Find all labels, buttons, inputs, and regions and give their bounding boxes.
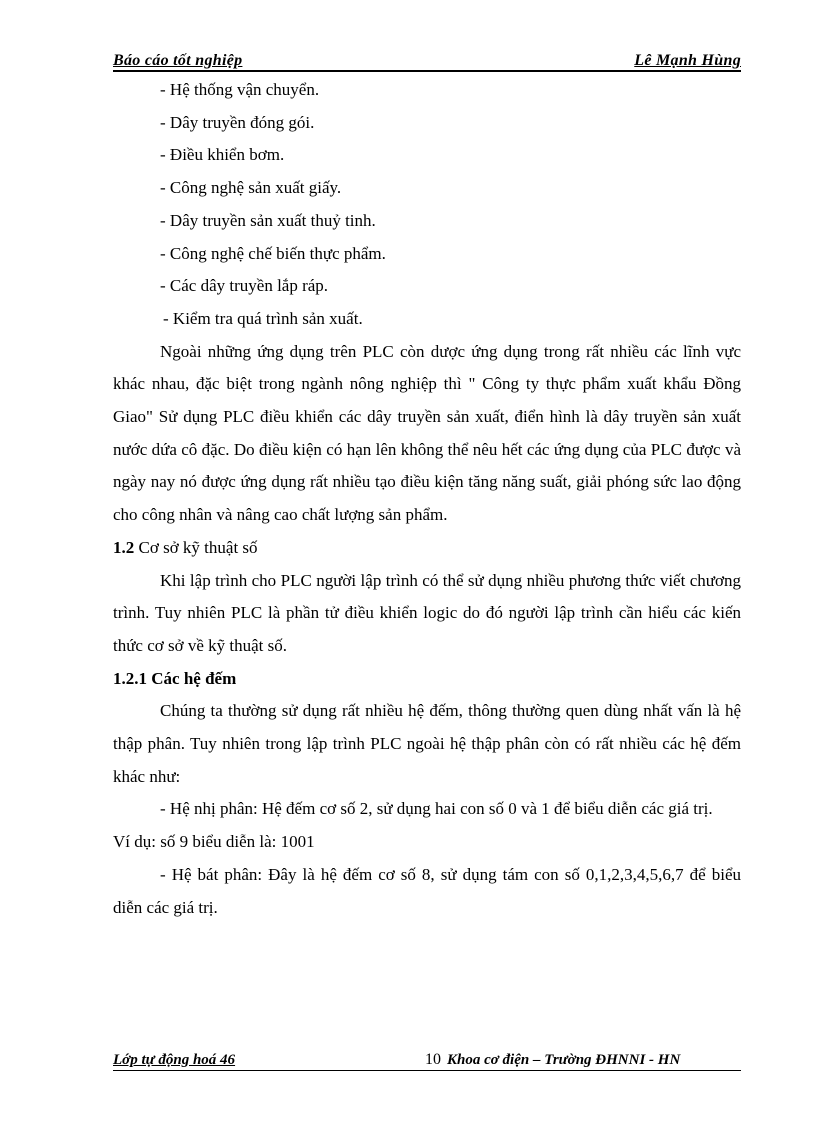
body-content	[113, 74, 741, 924]
example-line: Ví dụ: số 9 biểu diễn là: 1001	[113, 832, 315, 852]
list-item: - Dây truyền đóng gói.	[160, 112, 315, 132]
list-item: - Các dây truyền lắp ráp.	[160, 276, 329, 296]
page-number: 10	[425, 1051, 441, 1068]
list-item: - Kiểm tra quá trình sản xuất.	[163, 308, 363, 328]
paragraph-digital-basics: Khi lập trình cho PLC người lập trình có thể sử dụng nhiều phương thức viết chương trình. Tuy nhiên PLC là phần tử điều khiển logic do đó người lập trình cần hiểu các kiến thức cơ sở về kỹ thuật số.	[113, 570, 741, 655]
footer-faculty: Khoa cơ điện – Trường ĐHNNI - HN	[447, 1052, 681, 1068]
section-title: Cơ sở kỹ thuật số	[138, 537, 258, 557]
list-item: - Công nghệ chế biến thực phẩm.	[160, 243, 386, 263]
footer-class-name: Lớp tự động hoá 46	[113, 1052, 236, 1068]
section-number: 1.2	[113, 537, 135, 557]
list-item: - Hệ thống vận chuyển.	[160, 80, 320, 99]
octal-system-item: - Hệ bát phân: Đây là hệ đếm cơ số 8, sử dụng tám con số 0,1,2,3,4,5,6,7 để biểu diễn các giá trị.	[113, 864, 741, 917]
page-header	[113, 50, 741, 72]
header-report-title: Báo cáo tốt nghiệp	[113, 52, 243, 69]
list-item: - Dây truyền sản xuất thuỷ tinh.	[160, 210, 376, 230]
header-author-name: Lê Mạnh Hùng	[634, 52, 741, 69]
binary-system-item: - Hệ nhị phân: Hệ đếm cơ số 2, sử dụng hai con số 0 và 1 để biểu diễn các giá trị.	[160, 799, 713, 819]
section-heading-1-2	[113, 532, 741, 565]
paragraph-number-systems: Chúng ta thường sử dụng rất nhiều hệ đếm, thông thường quen dùng nhất vấn là hệ thập phân. Tuy nhiên trong lập trình PLC ngoài hệ thập phân còn có rất nhiều các hệ đếm khác như:	[113, 701, 741, 786]
section-heading-1-2-1	[113, 663, 741, 696]
section-title: 1.2.1 Các hệ đếm	[113, 668, 237, 688]
list-item: - Công nghệ sản xuất giấy.	[160, 178, 342, 198]
list-item: - Điều khiển bơm.	[160, 145, 285, 165]
page-footer	[113, 1050, 741, 1071]
paragraph-plc-applications: Ngoài những ứng dụng trên PLC còn dược ứng dụng trong rất nhiều các lĩnh vực khác nhau, đặc biệt trong ngành nông nghiệp thì " Công ty thực phẩm xuất khẩu Đồng Giao" Sử dụng PLC điều khiển các dây truyền sản xuất, điển hình là dây truyền sản xuất nước dứa cô đặc. Do điều kiện có hạn lên không thể nêu hết các ứng dụng của PLC được và ngày nay nó được ứng dụng rất nhiều tạo điều kiện tăng năng suất, giải phóng sức lao động cho công nhân và nâng cao chất lượng sản phẩm.	[113, 341, 741, 525]
